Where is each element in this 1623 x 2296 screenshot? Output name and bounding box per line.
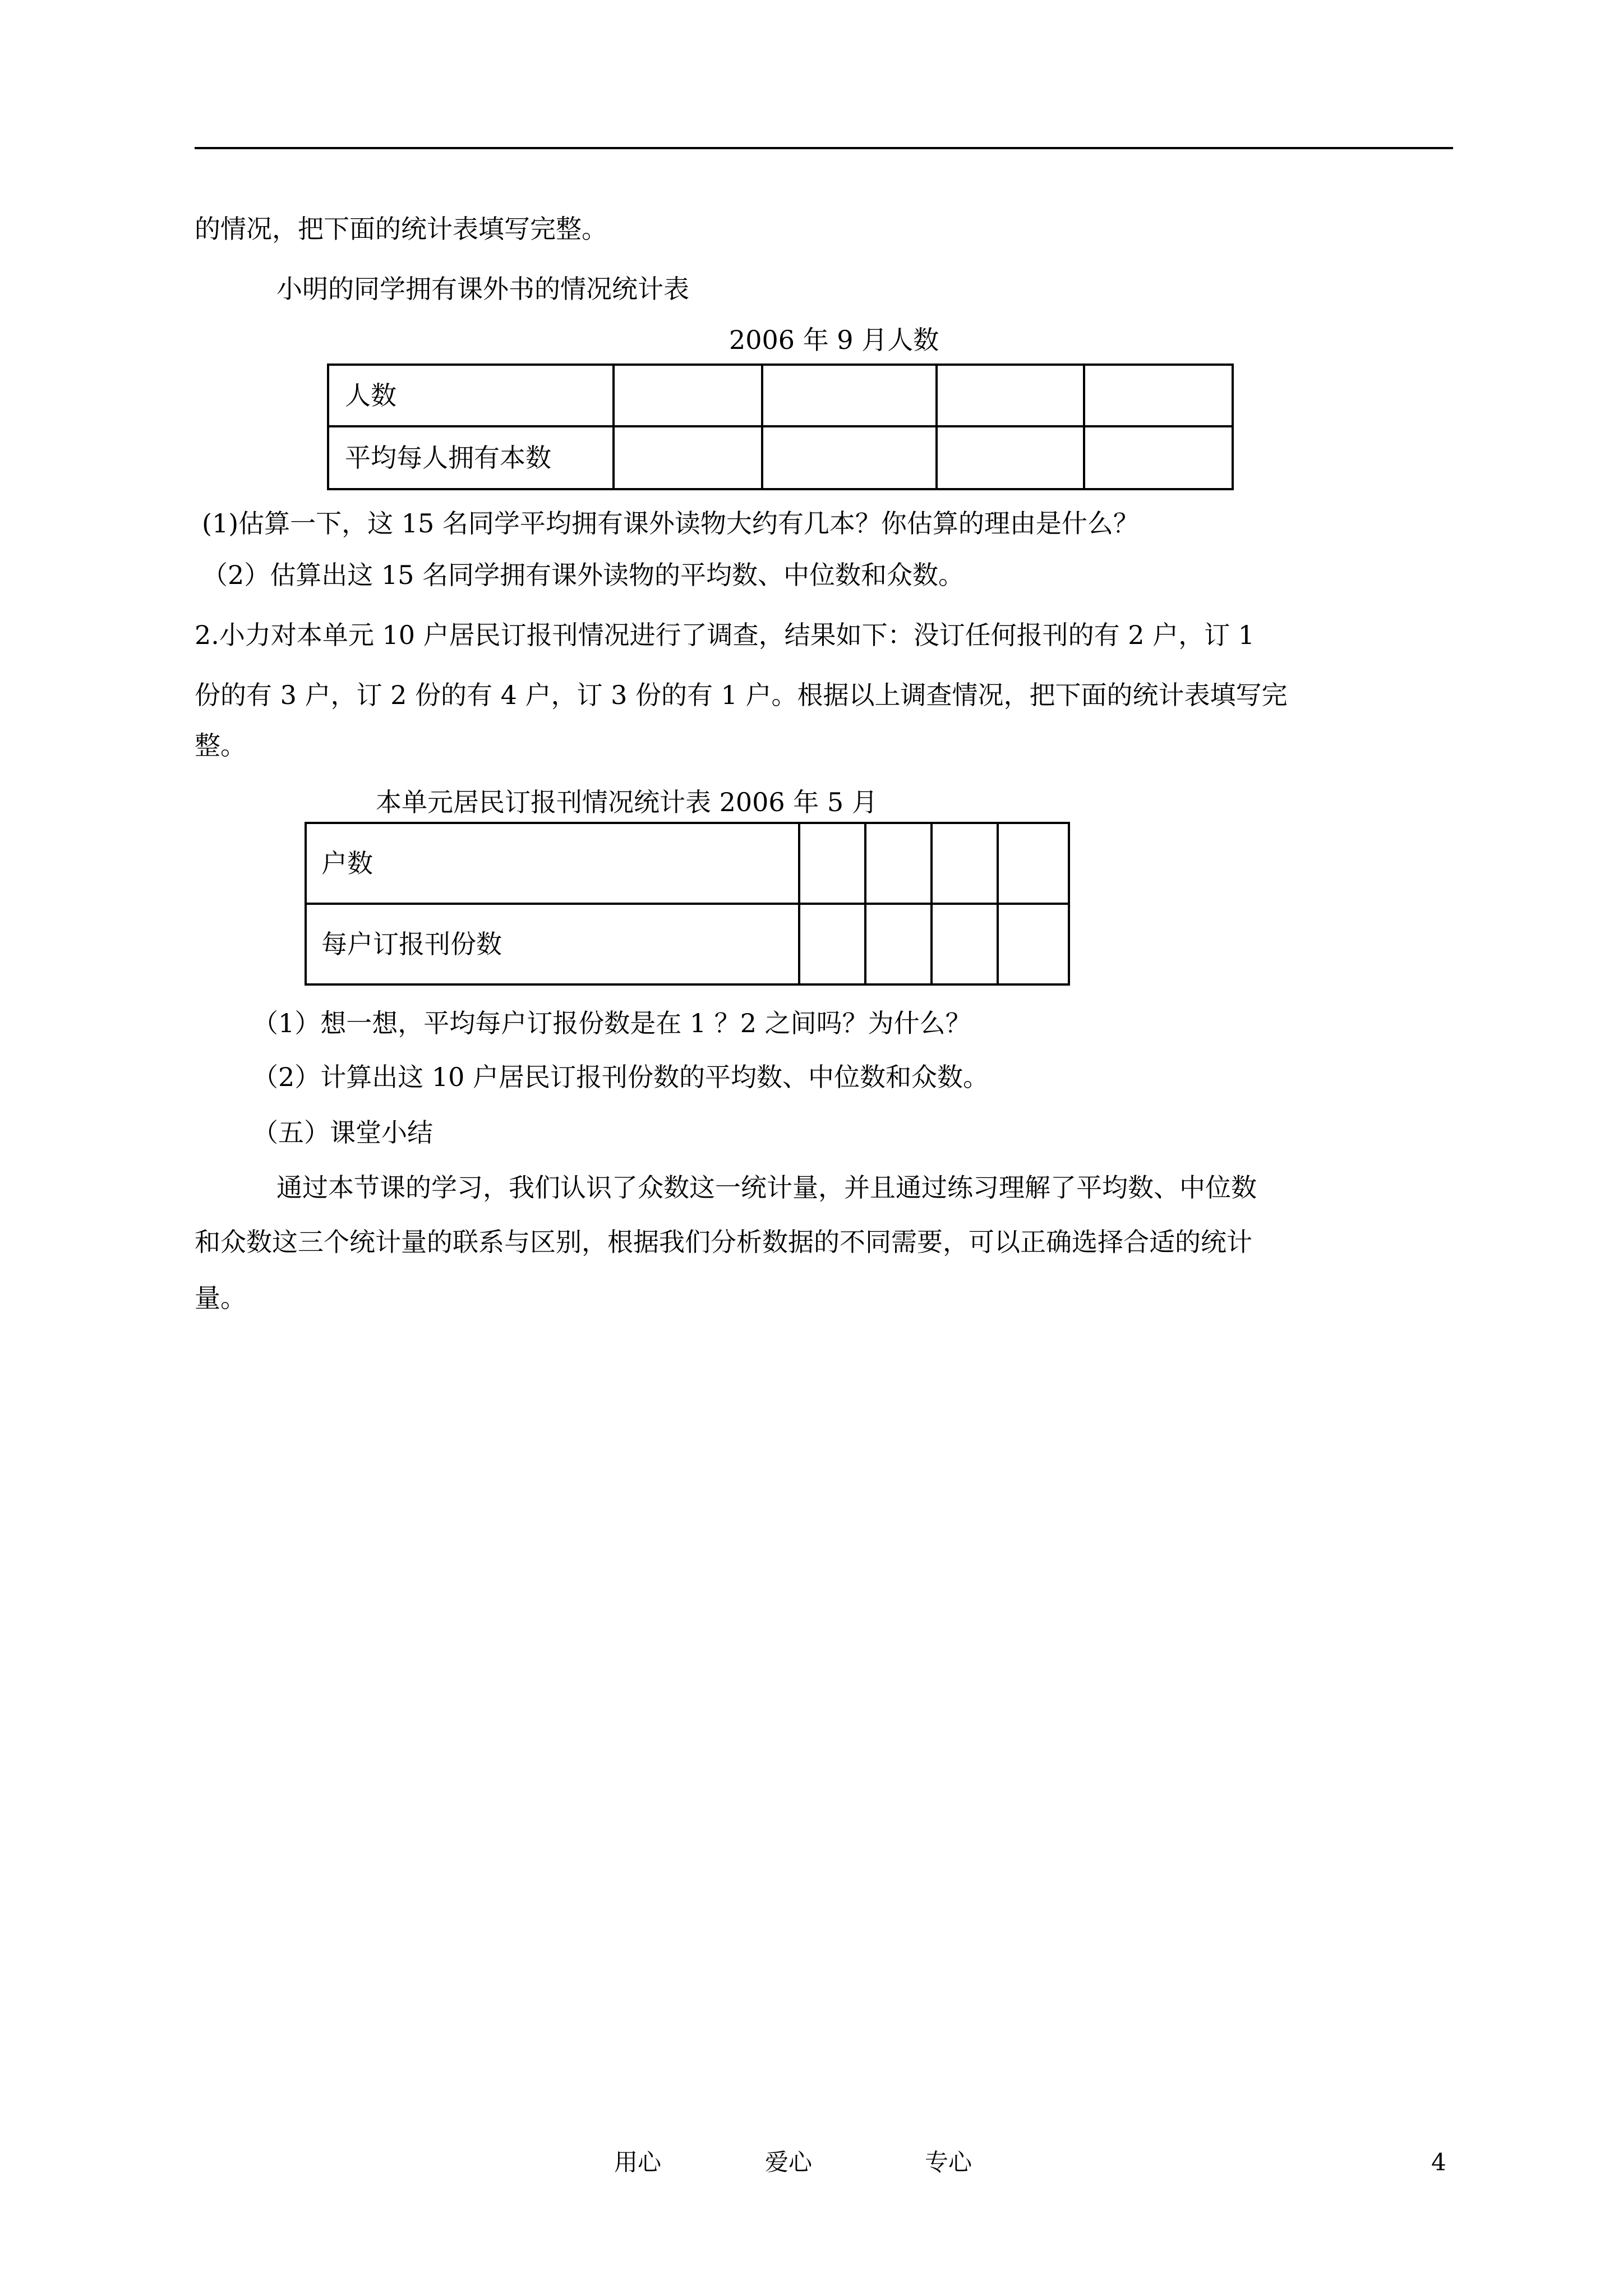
- footer-word-3: 专心: [925, 2148, 972, 2176]
- table2-title: 本单元居民订报刊情况统计表 2006 年 5 月: [376, 787, 878, 817]
- table2-row-label: 每户订报刊份数: [306, 904, 799, 984]
- table2-cell[interactable]: [998, 904, 1069, 984]
- table2-cell[interactable]: [865, 904, 932, 984]
- item2-line3: 整。: [195, 730, 246, 761]
- table2-cell[interactable]: [865, 823, 932, 904]
- intro-line: 的情况，把下面的统计表填写完整。: [195, 214, 607, 244]
- table2-cell[interactable]: [932, 904, 998, 984]
- item2-line1: 2.小力对本单元 10 户居民订报刊情况进行了调查，结果如下：没订任何报刊的有 2 户，订 1: [195, 620, 1255, 650]
- table2-cell[interactable]: [932, 823, 998, 904]
- table1-title: 小明的同学拥有课外书的情况统计表: [276, 274, 689, 304]
- question-2-1: （1）想一想，平均每户订报份数是在 1 ？2 之间吗？为什么？: [252, 1008, 971, 1038]
- item2-line2: 份的有 3 户，订 2 份的有 4 户，订 3 份的有 1 户。根据以上调查情况，把下面的统计表填写完: [195, 680, 1288, 710]
- table1-row-count: [328, 365, 1233, 426]
- table1-subtitle: 2006 年 9 月人数: [729, 325, 939, 355]
- table1-row-avg: [328, 426, 1233, 489]
- table1-row-label: 平均每人拥有本数: [328, 426, 614, 489]
- footer-word-1: 用心: [614, 2148, 662, 2176]
- table1-cell[interactable]: [937, 426, 1084, 489]
- table1-cell[interactable]: [937, 365, 1084, 426]
- question-2-2: （2）计算出这 10 户居民订报刊份数的平均数、中位数和众数。: [252, 1062, 989, 1092]
- table1-cell[interactable]: [762, 365, 937, 426]
- header-rule: [195, 147, 1453, 149]
- question-1-2: （2）估算出这 15 名同学拥有课外读物的平均数、中位数和众数。: [202, 560, 965, 590]
- table2-cell[interactable]: [998, 823, 1069, 904]
- summary-line2: 和众数这三个统计量的联系与区别，根据我们分析数据的不同需要，可以正确选择合适的统计: [195, 1227, 1252, 1257]
- table2-cell[interactable]: [799, 823, 865, 904]
- section-title: （五）课堂小结: [252, 1117, 433, 1148]
- question-1-1: (1)估算一下，这 15 名同学平均拥有课外读物大约有几本？你估算的理由是什么？: [202, 508, 1139, 539]
- table2-row-copies: [306, 904, 1069, 984]
- footer-word-2: 爱心: [765, 2148, 813, 2176]
- table2-row-households: [306, 823, 1069, 904]
- table1-cell[interactable]: [614, 426, 762, 489]
- table2-cell[interactable]: [799, 904, 865, 984]
- summary-line3: 量。: [195, 1283, 246, 1313]
- table1-cell[interactable]: [1084, 365, 1233, 426]
- summary-line1: 通过本节课的学习，我们认识了众数这一统计量，并且通过练习理解了平均数、中位数: [276, 1172, 1257, 1203]
- table1-cell[interactable]: [762, 426, 937, 489]
- table2: [305, 822, 1070, 986]
- table1-cell[interactable]: [1084, 426, 1233, 489]
- page-number: 4: [1431, 2148, 1446, 2176]
- table1: [327, 364, 1234, 490]
- table1-cell[interactable]: [614, 365, 762, 426]
- table1-row-label: 人数: [328, 365, 614, 426]
- table2-row-label: 户数: [306, 823, 799, 904]
